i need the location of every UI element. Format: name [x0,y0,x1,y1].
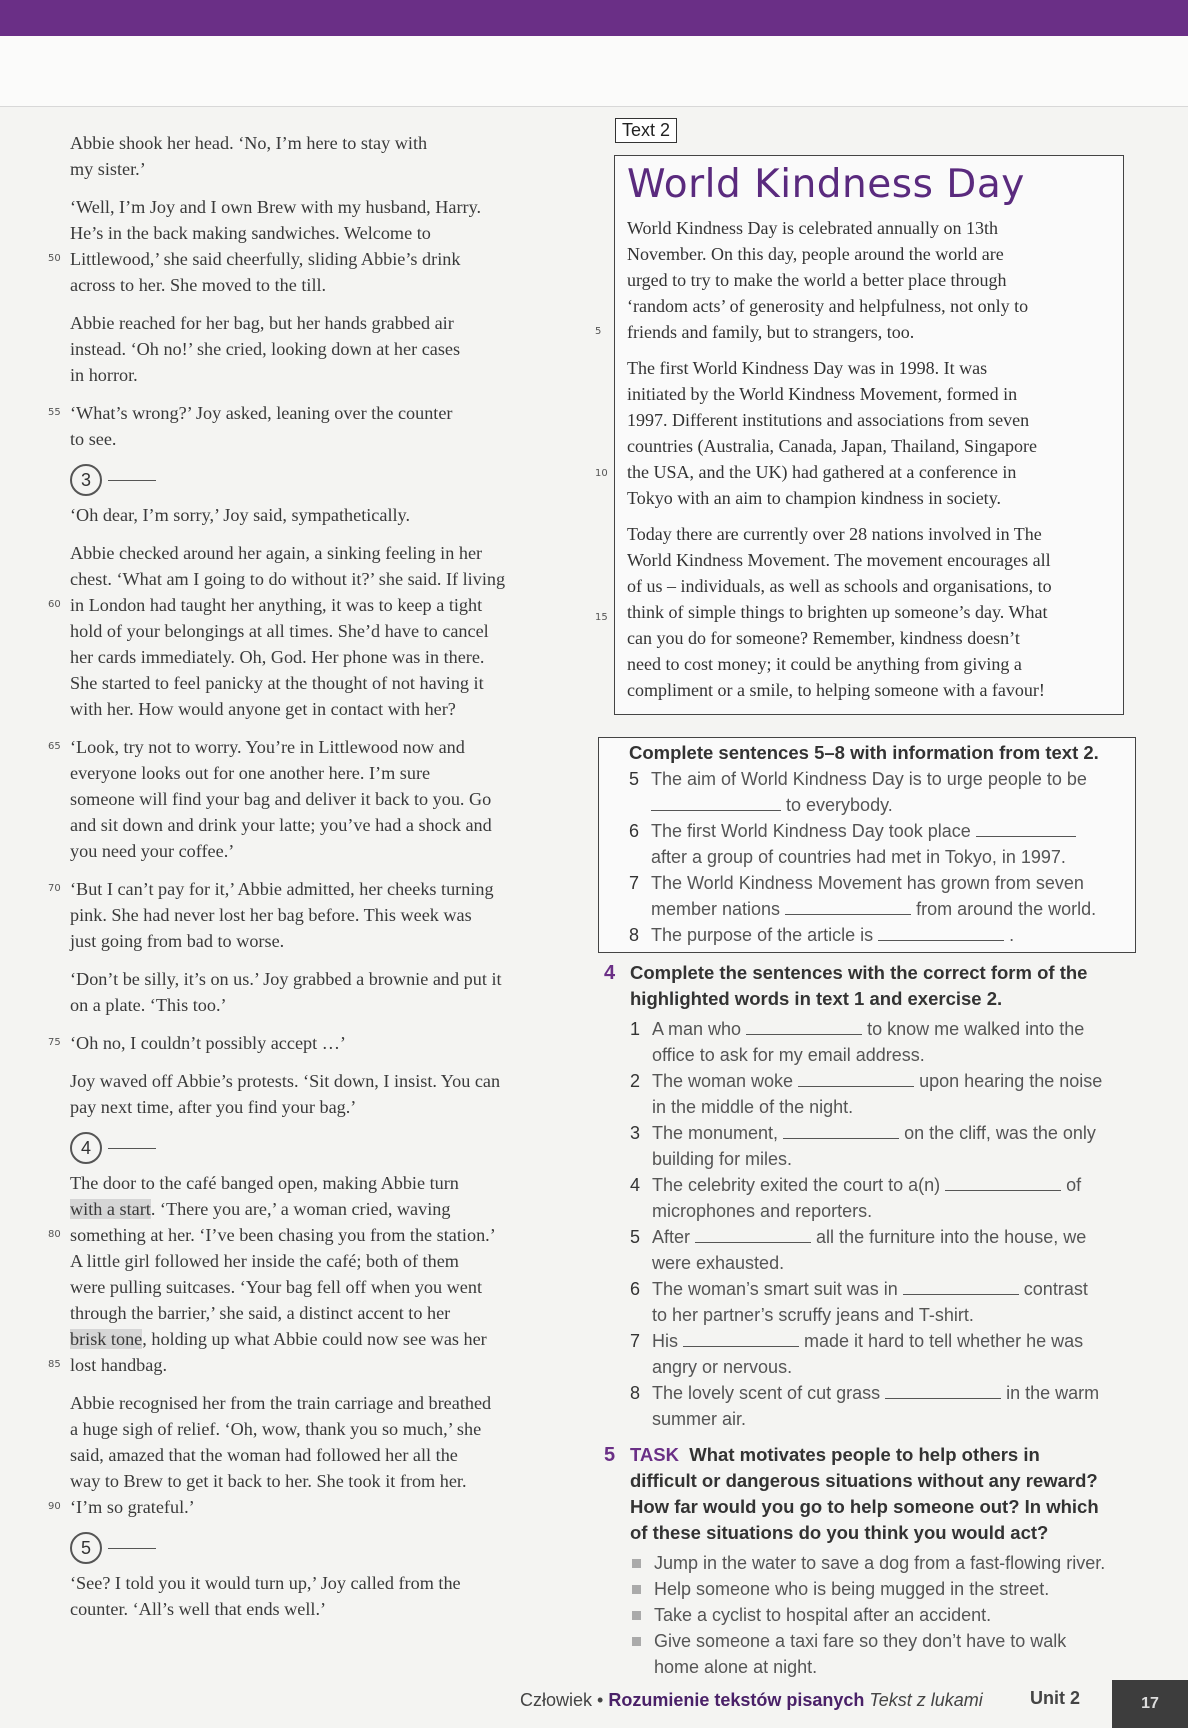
item-text: of [1066,1175,1082,1195]
item-text: to know me walked into the [867,1019,1085,1039]
bullet-text: Take a cyclist to hospital after an accident. [654,1605,992,1625]
text-line: Today there are currently over 28 nations involved in The [627,524,1042,544]
story-paragraph [30,502,570,528]
exercise-item [600,1380,1140,1432]
line-number: 85 [48,1359,61,1370]
text-line: urged to try to make the world a better place through [627,270,1007,290]
text-line: in horror. [70,365,138,385]
item-text: The woman woke [652,1071,794,1091]
gap-4 [30,1132,570,1162]
story-column [30,130,570,1634]
answer-blank[interactable] [785,900,911,915]
story-paragraph [30,1170,570,1378]
text-line: A little girl followed her inside the café; both of them [70,1251,459,1271]
text-line: and sit down and drink your latte; you’ve had a shock and [70,815,492,835]
item-number: 8 [629,925,640,945]
text-line: think of simple things to brighten up someone’s day. What [627,602,1048,622]
exercise-4 [600,960,1140,1432]
exercise-5 [600,1442,1140,1680]
text-line: with her. How would anyone get in contact with her? [70,699,456,719]
gap-number-circle: 4 [70,1132,102,1164]
story-paragraph [30,540,570,722]
footer-section: Człowiek • [520,1690,609,1710]
item-text: The World Kindness Movement has grown from seven [651,873,1084,893]
instruction-line: What motivates people to help others in [689,1444,1040,1465]
exercise-item [600,1276,1140,1328]
text-line: ‘Don’t be silly, it’s on us.’ Joy grabbed a brownie and put it [70,969,502,989]
text-line: compliment or a smile, to helping someone with a favour! [627,680,1045,700]
text-line: Littlewood,’ she said cheerfully, sliding Abbie’s drink [70,249,461,269]
text-line: were pulling suitcases. ‘Your bag fell off when you went [70,1277,483,1297]
story-paragraph [30,966,570,1018]
text-line: ‘Oh dear, I’m sorry,’ Joy said, sympathetically. [70,505,411,525]
text-line: need to cost money; it could be anything from giving a [627,654,1022,674]
item-text: The woman’s smart suit was in [652,1279,898,1299]
unit-label: Unit 2 [1030,1688,1081,1708]
item-text: The first World Kindness Day took place [651,821,971,841]
exercise-item [599,870,1135,922]
text-line: ‘Well, I’m Joy and I own Brew with my husband, Harry. [70,197,482,217]
instruction-line: difficult or dangerous situations without any reward? [630,1470,1098,1491]
task-label: TASK [630,1444,679,1465]
item-text: member nations [651,899,781,919]
text-line: She started to feel panicky at the thought of not having it [70,673,484,693]
item-text: microphones and reporters. [652,1201,873,1221]
item-text: building for miles. [652,1149,793,1169]
text-line: something at her. ‘I’ve been chasing you from the station.’ [70,1225,496,1245]
text-line: ‘See? I told you it would turn up,’ Joy called from the [70,1573,461,1593]
article-paragraph [627,521,1117,703]
instruction-line: highlighted words in text 1 and exercise 2. [630,988,1003,1009]
text-line: ‘But I can’t pay for it,’ Abbie admitted, her cheeks turning [70,879,494,899]
answer-blank[interactable] [903,1280,1019,1295]
item-text: summer air. [652,1409,747,1429]
line-number: 90 [48,1501,61,1512]
item-text: angry or nervous. [652,1357,793,1377]
exercise-item [599,922,1135,948]
world-kindness-day-box [614,155,1124,715]
gap-blank[interactable] [108,1548,156,1549]
item-text: made it hard to tell whether he was [804,1331,1084,1351]
exercise-4-instruction [600,960,1140,1012]
line-number: 75 [48,1037,61,1048]
text-line: ‘Oh no, I couldn’t possibly accept …’ [70,1033,346,1053]
highlighted-phrase: brisk tone [70,1329,143,1349]
situation-bullet [600,1550,1140,1576]
story-paragraph [30,194,570,298]
line-number: 55 [48,407,61,418]
text-line: 1997. Different institutions and associations from seven [627,410,1030,430]
item-text: A man who [652,1019,742,1039]
top-header-band [0,36,1188,107]
story-paragraph [30,1030,570,1056]
answer-blank[interactable] [798,1072,914,1087]
item-number: 5 [630,1227,641,1247]
gap-blank[interactable] [108,1148,156,1149]
text-line: way to Brew to get it back to her. She took it from her. [70,1471,467,1491]
text-line: World Kindness Day is celebrated annually on 13th [627,218,998,238]
text-line: my sister.’ [70,159,146,179]
item-number: 2 [630,1071,641,1091]
answer-blank[interactable] [945,1176,1061,1191]
item-text: were exhausted. [652,1253,785,1273]
text-line: Abbie reached for her bag, but her hands grabbed air [70,313,454,333]
answer-blank[interactable] [683,1332,799,1347]
text-line: He’s in the back making sandwiches. Welcome to [70,223,431,243]
answer-blank[interactable] [695,1228,811,1243]
item-text: office to ask for my email address. [652,1045,925,1065]
bullet-text: Give someone a taxi fare so they don’t have to walk [654,1631,1067,1651]
story-paragraph [30,130,570,182]
item-text: on the cliff, was the only [904,1123,1096,1143]
exercise-item [600,1328,1140,1380]
item-text: in the middle of the night. [652,1097,854,1117]
story-paragraph [30,1390,570,1520]
item-text: after a group of countries had met in Tokyo, in 1997. [651,847,1066,867]
answer-blank[interactable] [651,796,781,811]
bullet-square-icon [632,1611,641,1620]
situation-bullet [600,1602,1140,1628]
text-line: The first World Kindness Day was in 1998. It was [627,358,988,378]
story-paragraph [30,1068,570,1120]
text-line: brisk tone, holding up what Abbie could now see was her [70,1329,487,1349]
gap-5 [30,1532,570,1562]
line-number: 80 [48,1229,61,1240]
text-line: just going from bad to worse. [70,931,285,951]
text-line: November. On this day, people around the world are [627,244,1004,264]
item-number: 1 [630,1019,641,1039]
text-line: everyone looks out for one another here. I’m sure [70,763,431,783]
line-number: 60 [48,599,61,610]
line-number: 15 [595,612,608,623]
answer-blank[interactable] [878,926,1004,941]
item-number: 6 [630,1279,641,1299]
highlighted-phrase: with a start [70,1199,151,1219]
top-color-bar [0,0,1188,36]
item-text: The purpose of the article is [651,925,874,945]
text-line: lost handbag. [70,1355,167,1375]
bullet-square-icon [632,1559,641,1568]
exercise-number: 4 [604,962,616,984]
text-line: The door to the café banged open, making Abbie turn [70,1173,459,1193]
story-paragraph [30,876,570,954]
article-paragraph [627,215,1117,345]
gap-3 [30,464,570,494]
text-2-tag: Text 2 [615,118,677,143]
bullet-text: home alone at night. [654,1657,818,1677]
item-text: contrast [1023,1279,1088,1299]
text-line: someone will find your bag and deliver it back to you. Go [70,789,492,809]
text-line: Joy waved off Abbie’s protests. ‘Sit down, I insist. You can [70,1071,501,1091]
text-line: counter. ‘All’s well that ends well.’ [70,1599,327,1619]
bullet-square-icon [632,1637,641,1646]
exercise-item [600,1224,1140,1276]
text-line: pay next time, after you find your bag.’ [70,1097,357,1117]
item-number: 5 [629,769,640,789]
line-number: 70 [48,883,61,894]
exercise-item [599,766,1135,818]
article-title: World Kindness Day [627,162,1025,207]
answer-blank[interactable] [783,1124,899,1139]
item-text: all the furniture into the house, we [816,1227,1087,1247]
answer-blank[interactable] [885,1384,1001,1399]
text-line: World Kindness Movement. The movement encourages all [627,550,1051,570]
item-text: in the warm [1006,1383,1100,1403]
line-number: 5 [595,326,602,337]
text-line: a huge sigh of relief. ‘Oh, wow, thank you so much,’ she [70,1419,482,1439]
instruction-line: How far would you go to help someone out? In which [630,1496,1099,1517]
item-number: 4 [630,1175,641,1195]
page-number: 17 [1112,1680,1188,1728]
item-text: After [652,1227,691,1247]
exercise-3-instruction: Complete sentences 5–8 with information from text 2. [629,742,1099,763]
gap-number-circle: 3 [70,464,102,496]
story-paragraph [30,734,570,864]
story-paragraph [30,310,570,388]
item-text: . [1009,925,1015,945]
text-line: pink. She had never lost her bag before. This week was [70,905,472,925]
text-line: said, amazed that the woman had followed her all the [70,1445,458,1465]
text-line: through the barrier,’ she said, a distinct accent to her [70,1303,451,1323]
text-line: Tokyo with an aim to champion kindness in society. [627,488,1002,508]
article-paragraph [627,355,1117,511]
item-text: to her partner’s scruffy jeans and T-shirt. [652,1305,974,1325]
page-footer [520,1690,983,1711]
exercise-item [600,1016,1140,1068]
item-text: to everybody. [786,795,893,815]
text-line: her cards immediately. Oh, God. Her phone was in there. [70,647,485,667]
text-line: countries (Australia, Canada, Japan, Thailand, Singapore [627,436,1038,456]
gap-number-circle: 5 [70,1532,102,1564]
text-line: Abbie shook her head. ‘No, I’m here to stay with [70,133,428,153]
exercise-item [600,1120,1140,1172]
bullet-text: Jump in the water to save a dog from a fast-flowing river. [654,1553,1106,1573]
bullet-square-icon [632,1585,641,1594]
item-number: 3 [630,1123,641,1143]
text-line: you need your coffee.’ [70,841,235,861]
text-line: across to her. She moved to the till. [70,275,327,295]
answer-blank[interactable] [976,822,1076,837]
text-line: ‘What’s wrong?’ Joy asked, leaning over the counter [70,403,453,423]
text-line: instead. ‘Oh no!’ she cried, looking down at her cases [70,339,461,359]
text-line: chest. ‘What am I going to do without it?’ she said. If living [70,569,506,589]
instruction-line: of these situations do you think you would act? [630,1522,1049,1543]
item-number: 7 [629,873,640,893]
exercise-number: 5 [604,1444,616,1466]
line-number: 50 [48,253,61,264]
situation-bullet [600,1576,1140,1602]
item-text: upon hearing the noise [919,1071,1103,1091]
item-text: His [652,1331,678,1351]
item-number: 8 [630,1383,641,1403]
text-line: friends and family, but to strangers, too. [627,322,915,342]
exercise-item [600,1172,1140,1224]
story-paragraph [30,400,570,452]
text-line: ‘I’m so grateful.’ [70,1497,195,1517]
item-number: 6 [629,821,640,841]
text-line: with a start. ‘There you are,’ a woman cried, waving [70,1199,451,1219]
item-text: The aim of World Kindness Day is to urge people to be [651,769,1087,789]
answer-blank[interactable] [746,1020,862,1035]
exercise-3-box [598,737,1136,953]
exercise-item [599,818,1135,870]
text-line: ‘Look, try not to worry. You’re in Littlewood now and [70,737,465,757]
text-line: Abbie recognised her from the train carriage and breathed [70,1393,492,1413]
bullet-text: Help someone who is being mugged in the street. [654,1579,1050,1599]
item-number: 7 [630,1331,641,1351]
situation-bullet [600,1628,1140,1680]
line-number: 10 [595,468,608,479]
text-line: to see. [70,429,117,449]
exercise-item [600,1068,1140,1120]
line-number: 65 [48,741,61,752]
item-text: The lovely scent of cut grass [652,1383,881,1403]
text-line: of us – individuals, as well as schools and organisations, to [627,576,1052,596]
text-line: on a plate. ‘This too.’ [70,995,227,1015]
text-line: in London had taught her anything, it was to keep a tight [70,595,483,615]
gap-blank[interactable] [108,480,156,481]
text-line: initiated by the World Kindness Movement, formed in [627,384,1018,404]
text-line: the USA, and the UK) had gathered at a conference in [627,462,1017,482]
text-line: Abbie checked around her again, a sinking feeling in her [70,543,483,563]
footer-skill: Rozumienie tekstów pisanych [608,1690,865,1710]
exercise-5-instruction [600,1442,1140,1546]
item-text: The monument, [652,1123,779,1143]
story-paragraph [30,1570,570,1622]
footer-task-type: Tekst z lukami [864,1690,983,1710]
text-line: hold of your belongings at all times. She’d have to cancel [70,621,489,641]
item-text: from around the world. [916,899,1097,919]
item-text: The celebrity exited the court to a(n) [652,1175,941,1195]
text-line: can you do for someone? Remember, kindness doesn’t [627,628,1020,648]
text-line: ‘random acts’ of generosity and helpfulness, not only to [627,296,1029,316]
instruction-line: Complete the sentences with the correct form of the [630,962,1088,983]
